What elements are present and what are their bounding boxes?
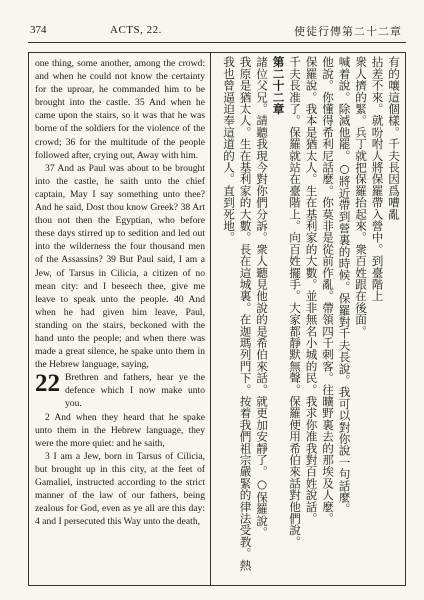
chapter-number: 22 xyxy=(35,370,60,398)
chapter-opening xyxy=(35,371,205,410)
page-header xyxy=(28,20,406,42)
chinese-text-column: 諸位父兄。請聽我現今對你們分訴。衆人聽見他說的是希伯來話。就更加安靜了。○保羅說。 xyxy=(255,56,269,539)
chinese-text-column: 他說。你懂得希利尼話麼。你莫非是從前作亂。帶領四千刺客。往曠野裏去的那埃及人麼。 xyxy=(321,56,335,524)
chinese-text-column: 有的嚷這個樣。千夫長因爲嘈亂 xyxy=(387,56,401,220)
book-page xyxy=(28,20,406,588)
english-paragraph: one thing, some another, among the crowd: and when he could not know the certainty for the uproar, he commanded him to be brought into the castle. 35 And when he came upon the stairs, so it was that he was borne of the soldiers for the violence of the crowd; 36 for the multitude of the people followed after, crying out, Away with him. xyxy=(35,58,205,161)
english-paragraph: 3 I am a Jew, born in Tarsus of Cilicia, but brought up in this city, at the feet of Gamaliel, instructed according to the strict manner of the law of our fathers, being zealous for God, even as ye all are this day: 4 and I persecuted this Way unto the death, xyxy=(35,450,205,528)
column-divider xyxy=(210,53,211,585)
chinese-text-column: 喊着說。除滅他罷。○將近帶到營裏的時候。保羅對千夫長說。我可以對你說一句話麼。 xyxy=(337,56,352,515)
chinese-text-column: 拈差不來。就吩咐人將保羅帶入營中。到臺階上 xyxy=(370,56,385,302)
running-title: ACTS, 22. xyxy=(110,24,162,36)
page-number: 374 xyxy=(30,24,47,36)
chinese-column xyxy=(216,56,401,582)
english-paragraph: 37 And as Paul was about to be brought into the castle, he saith unto the chief captain, May I say something unto thee? And he said, Dost thou know Greek? 38 Art thou not then the Egyptian, who before these days stirred up to sedition and led out into the wilderness the four thousand men of the Assassins? 39 But Paul said, I am a Jew, of Tarsus in Cilicia, a citizen of no mean city: and I beseech thee, give me leave to speak unto the people. 40 And when he had given him leave, Paul, standing on the stairs, beckoned with the hand unto the people; and when there was made a great silence, he spake unto them in the Hebrew language, saying, xyxy=(35,162,205,371)
chinese-running-title: 使徒行傳第二十二章 xyxy=(294,25,402,38)
header-rule xyxy=(28,42,406,43)
english-column xyxy=(35,57,205,528)
chinese-text-column: 我也曾逼迫奉這道的人。直到死地。 xyxy=(222,56,236,244)
chinese-text-column: 保羅說。我本是猶太人。生在基利家的大數。並非無名小城的民。我求你准我對百姓說話。 xyxy=(304,56,319,524)
chinese-text-column: 我原是猶太人。生在基利家的大數。長在這城裏。在迦瑪列門下。按着我們祖宗嚴緊的律法受教。熱 xyxy=(238,56,253,571)
english-paragraph: 2 And when they heard that he spake unto them in the Hebrew language, they were the more quiet: and he saith, xyxy=(35,411,205,449)
chinese-text-column: 千夫長准了。保羅就站在臺階上。向百姓擺手。大家都靜默無聲。保羅便用希伯來話對他們說。 xyxy=(288,56,302,548)
chinese-text-column: 衆人擠的緊。兵丁就把保羅抬起來。衆百姓跟在後面。 xyxy=(354,56,368,337)
chinese-chapter-heading: 第二十二章 xyxy=(271,56,286,115)
chapter-opening-text: Brethren and fathers, hear ye the defence which I now make unto you. xyxy=(65,372,205,410)
text-frame xyxy=(28,52,406,586)
